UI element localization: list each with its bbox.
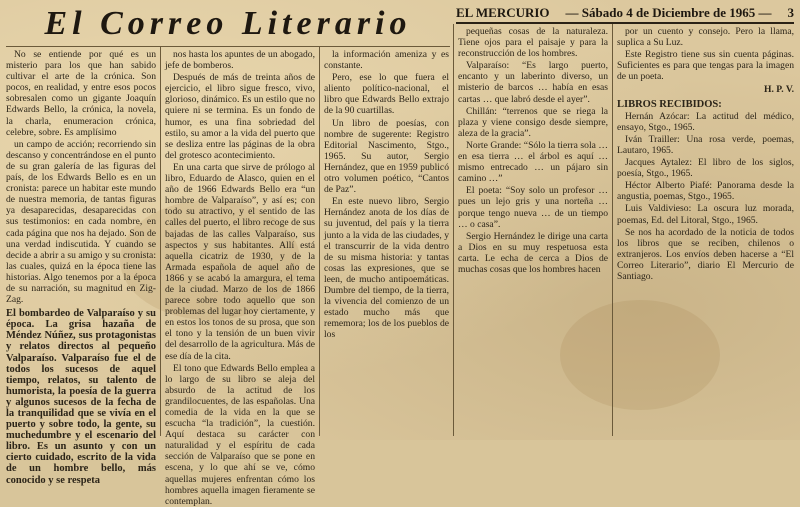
paragraph: Pero, ese lo que fuera el aliento político-nacional, el libro que Edwards Bello extrajo de la 90 cuartillas. — [324, 72, 449, 117]
masthead-title: El Correo Literario — [44, 5, 412, 42]
paragraph: Chillán: “terrenos que se riega la plaza y viene consigo desde siempre, aleza de la gracia”. — [458, 105, 608, 139]
paragraph: No se entiende por qué es un misterio para los que han sabido cultivar el arte de la crónica. Son pocos, en realidad, y entre esos pocos sobresalen como un gigante Joaquín Edwards Bello, la crónica, la novela, la charla, enumeracion crónica, celebre, sobre. Es amplísimo — [6, 49, 156, 138]
book-entry: Héctor Alberto Piafé: Panorama desde la angustia, poemas, Stgo., 1965. — [617, 180, 794, 203]
column-4 — [458, 26, 608, 436]
book-entry: Iván Trailler: Una rosa verde, poemas, Lautaro, 1965. — [617, 133, 794, 156]
book-entry: Hernán Azócar: La actitud del médico, ensayo, Stgo., 1965. — [617, 110, 794, 133]
paragraph: Se nos ha acordado de la noticia de todos los libros que se reciben, chilenos o extranjeros. Los envíos deben hacerse a “El Correo Literario”, diario El Mercurio de Santiago. — [617, 226, 794, 282]
paragraph: Este Registro tiene sus sin cuenta páginas. Suficientes es para que tengas para la imagen de un poeta. — [617, 49, 794, 83]
masthead-rule — [6, 46, 450, 47]
paragraph: Un libro de poesías, con nombre de sugerente: Registro Editorial Nascimento, Stgo., 1965. Su autor, Sergio Hernández, que en 1959 publicó otro volumen poético, “Cantos de Paz”. — [324, 117, 449, 196]
section-heading: LIBROS RECIBIDOS: — [617, 98, 722, 110]
column-2 — [165, 49, 315, 507]
paragraph: la información ameniza y es constante. — [324, 49, 449, 72]
column-5 — [617, 26, 794, 436]
page-number: 3 — [787, 5, 794, 20]
paragraph: pequeñas cosas de la naturaleza. Tiene ojos para el paisaje y para la reconstrucción de los hombres. — [458, 26, 608, 60]
paragraph: En este nuevo libro, Sergio Hernández anota de los días de su juventud, del país y la tierra junto a la vida de las ciudades, y el transcurrir de la vida dentro de su misma historia: y tantas cosas las expresiones, que se leen, de mucho antipoemáticas. Dumbre del tiempo, de la tierra, la vivencia del comienzo de un estado mucho más que rememora; los de los pueblos de los — [324, 196, 449, 341]
paragraph: un campo de acción; recorriendo sin descanso y concentrándose en el punto de su gran galería de las figuras del país, de los Edwards Bello es en un cronista: parece un habitar este mundo de nuestra memoria, de tantas figuras ya desaparecidas, desaparecidas con sus testimonios: en cada nombre, en cada página que nos ha dejado. Son de una verdad indiscutida. Y cuando se decide a abrir a su amigo y su cronista: las cuales, quizá en la época tiene las historias. Algo tenemos por a la época de su narración, su magnitud en Zig-Zag. — [6, 138, 156, 306]
paragraph: por un cuento y consejo. Pero la llama, suplica a Su Luz. — [617, 26, 794, 49]
paragraph: En una carta que sirve de prólogo al libro, Eduardo de Alasco, quien en el año de 1966 Edwards Bello era “un hombre de Valparaíso”, y así es; con todo su atractivo, y el sentido de las calles del puerto, el libro recoge de sus bajadas de las calles Valparaíso, sus aspectos y sus habitantes. Allí está aquella cicatriz de 1930, y de la Armada española de aquel año de 1866 y se acabó la amargura, el tema de la ciudad. Marzo de los de 1866 parece sobre todo aquello que son problemas del lugar hoy ciertamente, y en estos los tonos de su prosa, que son el tono y la tensión de un buen vivir del desarrollo de la agricultura. Más de ese día de la cita. — [165, 161, 315, 362]
column-divider — [160, 46, 161, 436]
paragraph: nos hasta los apuntes de un abogado, jefe de bomberos. — [165, 49, 315, 72]
publication-date: — Sábado 4 de Diciembre de 1965 — — [565, 5, 772, 20]
column-divider — [319, 46, 320, 436]
paragraph: Norte Grande: “Sólo la tierra sola … en esa tierra … el árbol es aquí … mismo entrecado … un pájaro sin camino …” — [458, 139, 608, 185]
author-signature: H. P. V. — [764, 84, 794, 96]
book-entry: Jacques Aytalez: El libro de los siglos, poesía, Stgo., 1965. — [617, 157, 794, 180]
paragraph: El poeta: “Soy solo un profesor … pues un lejo gris y una norteña … porque tengo nueva … de un tiempo … o casa”. — [458, 185, 608, 230]
paragraph: Valparaíso: “Es largo puerto, encanto y un laberinto diverso, un misterio de barcos … había en esas cartas … que labró desde el ayer”. — [458, 60, 608, 105]
column-divider — [453, 24, 454, 436]
newspaper-name: EL MERCURIO — [456, 5, 550, 20]
book-entry: Luis Valdivieso: La oscura luz morada, poemas, Ed. del Litoral, Stgo., 1965. — [617, 203, 794, 226]
dateline — [456, 4, 794, 24]
column-1 — [6, 49, 156, 486]
column-divider — [612, 24, 613, 436]
section-heading: El bombardeo de Valparaíso y su época. La grisa hazaña de Méndez Núñez, sus protagonistas y relatos directos al pequeño Valparaíso. Valparaíso fue el de todos los sucesos de aquel tiempo, relatos, su talento de humorista, la poesía de la guerra y algunos sucesos de la fecha de la tranquilidad que se vivía en el puerto y sobre todo, la gente, su muchedumbre y el escenario del libro. Es un asunto y con un cierto cuidado, escrito de la vida de un hombre bello, más conocido y se respeta — [6, 308, 156, 486]
paragraph: El tono que Edwards Bello emplea a lo largo de su libro se aleja del absurdo de la actitud de los grandilocuentes, de las españolas. Una comedia de la vida en la que se escucha “la tradición”, la cuestión. Aquí destaca su carácter con naturalidad y el espíritu de cada sección de Valparaíso que se pone en escena, y lo que ahí se ve, cómo aquellas mujeres enfrentan cómo los hombres aquella imagen fieramente se contemplan. — [165, 362, 315, 507]
paragraph: Después de más de treinta años de ejercicio, el libro sigue fresco, vivo, glorioso, dinámico. Es un estilo que no quiere ni se termina. Es un fondo de humor, es una fina sobriedad del estilo, su amor a la vida del puerto que se desliza entre las páginas de la obra del grotesco acontecimiento. — [165, 72, 315, 161]
column-3 — [324, 49, 449, 437]
paragraph: Sergio Hernández le dirige una carta a Dios en su muy respetuosa esta carta. Le echa de cerca a Dios de muchas cosas que los hombres hacen — [458, 230, 608, 275]
